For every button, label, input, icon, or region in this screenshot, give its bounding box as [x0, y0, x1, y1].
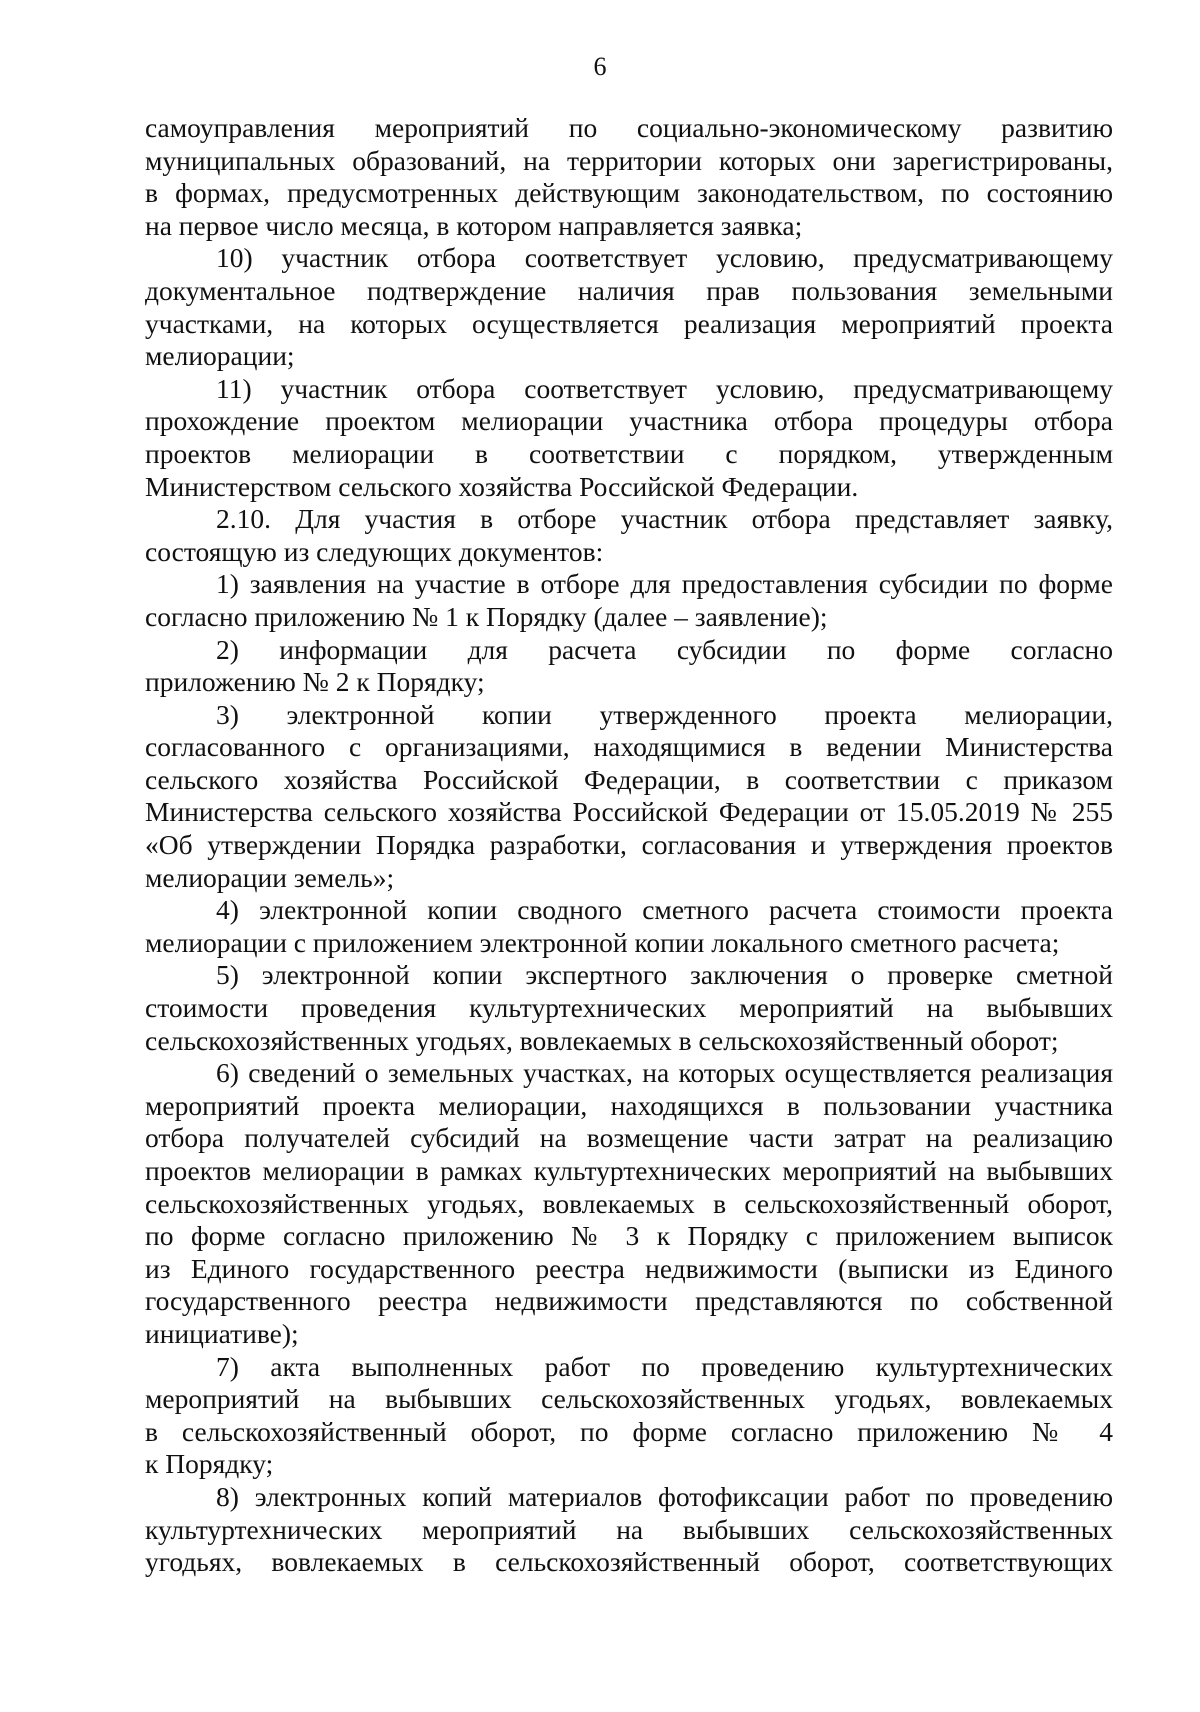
text-line: отбора получателей субсидий на возмещение части затрат на реализацию — [145, 1122, 1113, 1154]
paragraph — [145, 959, 1113, 1057]
paragraph — [145, 1351, 1113, 1481]
text-line: Министерством сельского хозяйства Российской Федерации. — [145, 470, 859, 502]
paragraph — [145, 503, 1113, 568]
text-line: согласно приложению № 1 к Порядку (далее – заявление); — [145, 600, 828, 632]
document-body — [145, 112, 1113, 1579]
text-line: муниципальных образований, на территории которых они зарегистрированы, — [145, 144, 1113, 176]
text-line: «Об утверждении Порядка разработки, согласования и утверждения проектов — [145, 829, 1113, 861]
text-line: участками, на которых осуществляется реализация мероприятий проекта — [145, 307, 1113, 339]
text-line: культуртехнических мероприятий на выбывших сельскохозяйственных — [145, 1513, 1113, 1545]
text-line: Министерства сельского хозяйства Российской Федерации от 15.05.2019 № 255 — [145, 796, 1113, 828]
text-line: 6) сведений о земельных участках, на которых осуществляется реализация — [216, 1057, 1113, 1089]
text-line: мероприятий проекта мелиорации, находящихся в пользовании участника — [145, 1089, 1113, 1121]
text-line: 5) электронной копии экспертного заключения о проверке сметной — [216, 959, 1113, 991]
text-line: 3) электронной копии утвержденного проекта мелиорации, — [216, 698, 1113, 730]
text-line: на первое число месяца, в котором направляется заявка; — [145, 209, 803, 241]
text-line: 1) заявления на участие в отборе для предоставления субсидии по форме — [216, 568, 1113, 600]
paragraph — [145, 242, 1113, 372]
paragraph — [145, 112, 1113, 242]
text-line: проектов мелиорации в рамках культуртехнических мероприятий на выбывших — [145, 1155, 1113, 1186]
text-line: состоящую из следующих документов: — [145, 535, 604, 567]
paragraph — [145, 1481, 1113, 1579]
paragraph — [145, 1057, 1113, 1350]
text-line: 11) участник отбора соответствует условию, предусматривающему — [216, 372, 1113, 404]
text-line: мелиорации; — [145, 340, 295, 372]
text-line: стоимости проведения культуртехнических мероприятий на выбывших — [145, 992, 1113, 1024]
text-line: самоуправления мероприятий по социально-экономическому развитию — [145, 112, 1113, 143]
text-line: документальное подтверждение наличия прав пользования земельными — [145, 274, 1113, 306]
text-line: 4) электронной копии сводного сметного расчета стоимости проекта — [216, 894, 1113, 926]
text-line: сельского хозяйства Российской Федерации, в соответствии с приказом — [145, 763, 1113, 795]
text-line: мелиорации с приложением электронной копии локального сметного расчета; — [145, 926, 1060, 958]
paragraph — [145, 699, 1113, 895]
text-line: 8) электронных копий материалов фотофиксации работ по проведению — [216, 1480, 1113, 1512]
text-line: 7) акта выполненных работ по проведению культуртехнических — [216, 1350, 1113, 1382]
paragraph — [145, 634, 1113, 699]
text-line: по форме согласно приложению № 3 к Порядку с приложением выписок — [145, 1220, 1113, 1252]
text-line: прохождение проектом мелиорации участника отбора процедуры отбора — [145, 405, 1113, 437]
text-line: к Порядку; — [145, 1448, 274, 1480]
text-line: 2) информации для расчета субсидии по форме согласно — [216, 633, 1113, 665]
text-line: проектов мелиорации в соответствии с порядком, утвержденным — [145, 437, 1113, 469]
text-line: 10) участник отбора соответствует условию, предусматривающему — [216, 242, 1113, 274]
text-line: сельскохозяйственных угодьях, вовлекаемых в сельскохозяйственный оборот; — [145, 1024, 1059, 1056]
text-line: 2.10. Для участия в отборе участник отбора представляет заявку, — [216, 503, 1113, 535]
text-line: государственного реестра недвижимости представляются по собственной — [145, 1285, 1113, 1317]
page-number: 6 — [593, 52, 607, 81]
paragraph — [145, 373, 1113, 503]
text-line: из Единого государственного реестра недвижимости (выписки из Единого — [145, 1252, 1113, 1284]
text-line: приложению № 2 к Порядку; — [145, 666, 485, 698]
text-line: в формах, предусмотренных действующим законодательством, по состоянию — [145, 177, 1113, 209]
text-line: мелиорации земель»; — [145, 861, 395, 893]
text-line: инициативе); — [145, 1317, 299, 1349]
text-line: мероприятий на выбывших сельскохозяйственных угодьях, вовлекаемых — [145, 1383, 1113, 1415]
text-line: сельскохозяйственных угодьях, вовлекаемых в сельскохозяйственный оборот, — [145, 1187, 1113, 1219]
text-line: в сельскохозяйственный оборот, по форме согласно приложению № 4 — [145, 1415, 1113, 1447]
text-line: угодьях, вовлекаемых в сельскохозяйственный оборот, соответствующих — [145, 1546, 1113, 1578]
text-line: согласованного с организациями, находящимися в ведении Министерства — [145, 731, 1113, 763]
paragraph — [145, 568, 1113, 633]
paragraph — [145, 894, 1113, 959]
